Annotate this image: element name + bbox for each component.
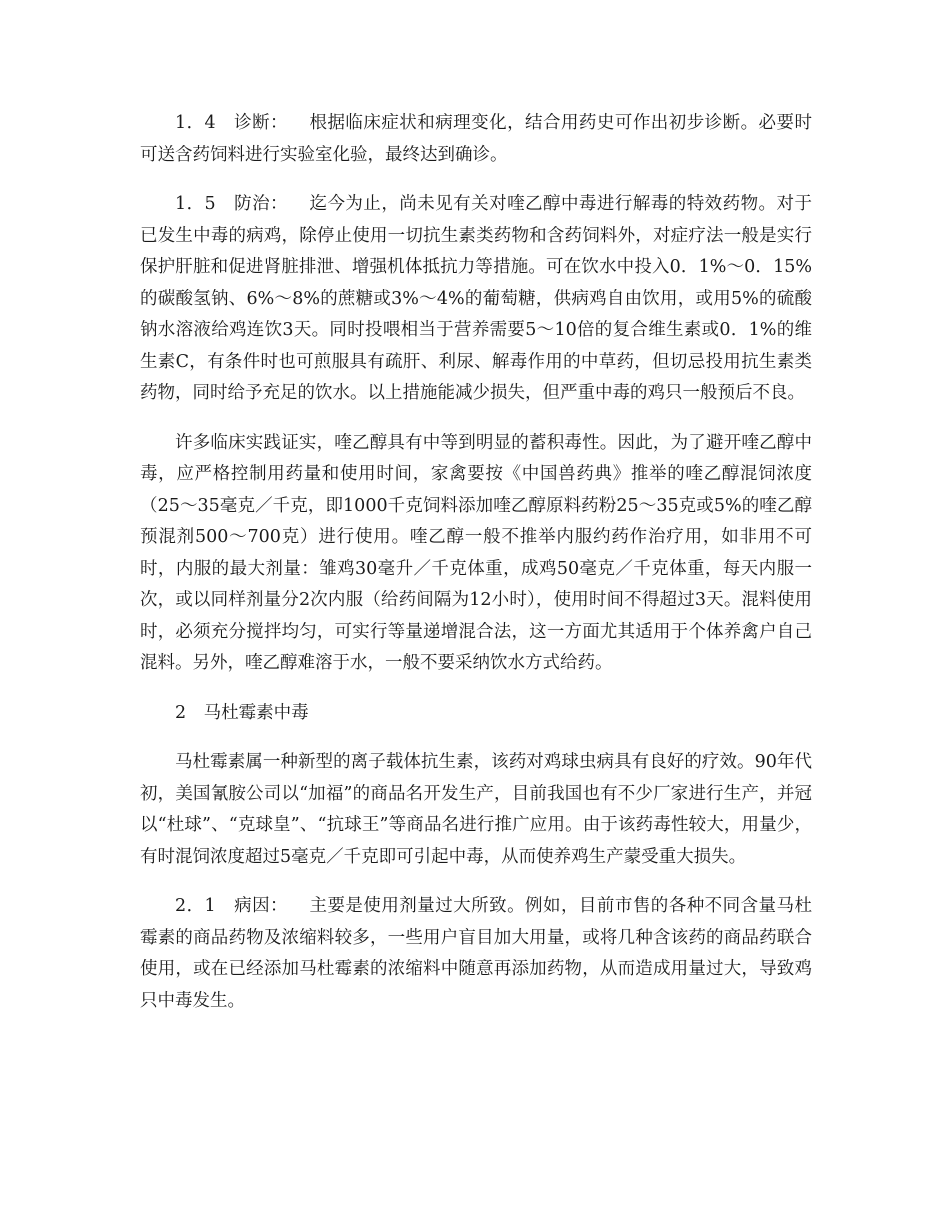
section-title-maduramicin <box>140 698 812 730</box>
paragraph-cause <box>140 891 812 1017</box>
section-heading: 1．5 防治： <box>175 194 289 214</box>
paragraph-text: 许多临床实践证实，喹乙醇具有中等到明显的蓄积毒性。因此，为了避开喹乙醇中毒，应严格控制用药量和使用时间，家禽要按《中国兽药典》推举的喹乙醇混饲浓度（25～35毫克／千克，即1000千克饲料添加喹乙醇原料药粉25～35克或5%的喹乙醇预混剂500～700克）进行使用。喹乙醇一般不推举内服约药作治疗用，如非用不可时，内服的最大剂量：雏鸡30毫升／千克体重，成鸡50毫克／千克体重，每天内服一次，或以同样剂量分2次内服（给药间隔为12小时），使用时间不得超过3天。混料使用时，必须充分搅拌均匀，可实行等量递增混合法，这一方面尤其适用于个体养禽户自己混料。另外，喹乙醇难溶于水，一般不要采纳饮水方式给药。 <box>140 432 812 673</box>
paragraph-dosage-guidance <box>140 428 812 680</box>
paragraph-treatment <box>140 189 812 410</box>
paragraph-diagnosis <box>140 108 812 171</box>
section-heading: 2 马杜霉素中毒 <box>175 702 309 723</box>
paragraph-text: 主要是使用剂量过大所致。例如，目前市售的各种不同含量马杜霉素的商品药物及浓缩料较多，一些用户盲目加大用量，或将几种含该药的商品药联合使用，或在已经添加马杜霉素的浓缩料中随意再添加药物，从而造成用量过大，导致鸡只中毒发生。 <box>140 896 812 1011</box>
paragraph-text: 根据临床症状和病理变化，结合用药史可作出初步诊断。必要时可送含药饲料进行实验室化验，最终达到确诊。 <box>140 113 812 165</box>
paragraph-text: 马杜霉素属一种新型的离子载体抗生素，该药对鸡球虫病具有良好的疗效。90年代初，美国氰胺公司以“加福”的商品名开发生产，目前我国也有不少厂家进行生产，并冠以“杜球”、“克球皇”、“抗球王”等商品名进行推广应用。由于该药毒性较大，用量少，有时混饲浓度超过5毫克／千克即可引起中毒，从而使养鸡生产蒙受重大损失。 <box>140 752 812 867</box>
section-heading: 1．4 诊断： <box>175 113 289 133</box>
document-body <box>140 108 812 1035</box>
section-heading: 2．1 病因： <box>175 896 289 916</box>
paragraph-maduramicin-intro <box>140 747 812 873</box>
paragraph-text: 迄今为止，尚未见有关对喹乙醇中毒进行解毒的特效药物。对于已发生中毒的病鸡，除停止使用一切抗生素类药物和含药饲料外，对症疗法一般是实行保护肝脏和促进肾脏排泄、增强机体抵抗力等措施。可在饮水中投入0．1%～0．15%的碳酸氢钠、6%～8%的蔗糖或3%～4%的葡萄糖，供病鸡自由饮用，或用5%的硫酸钠水溶液给鸡连饮3天。同时投喂相当于营养需要5～10倍的复合维生素或0．1%的维生素C，有条件时也可煎服具有疏肝、利尿、解毒作用的中草药，但切忌投用抗生素类药物，同时给予充足的饮水。以上措施能减少损失，但严重中毒的鸡只一般预后不良。 <box>140 194 812 403</box>
